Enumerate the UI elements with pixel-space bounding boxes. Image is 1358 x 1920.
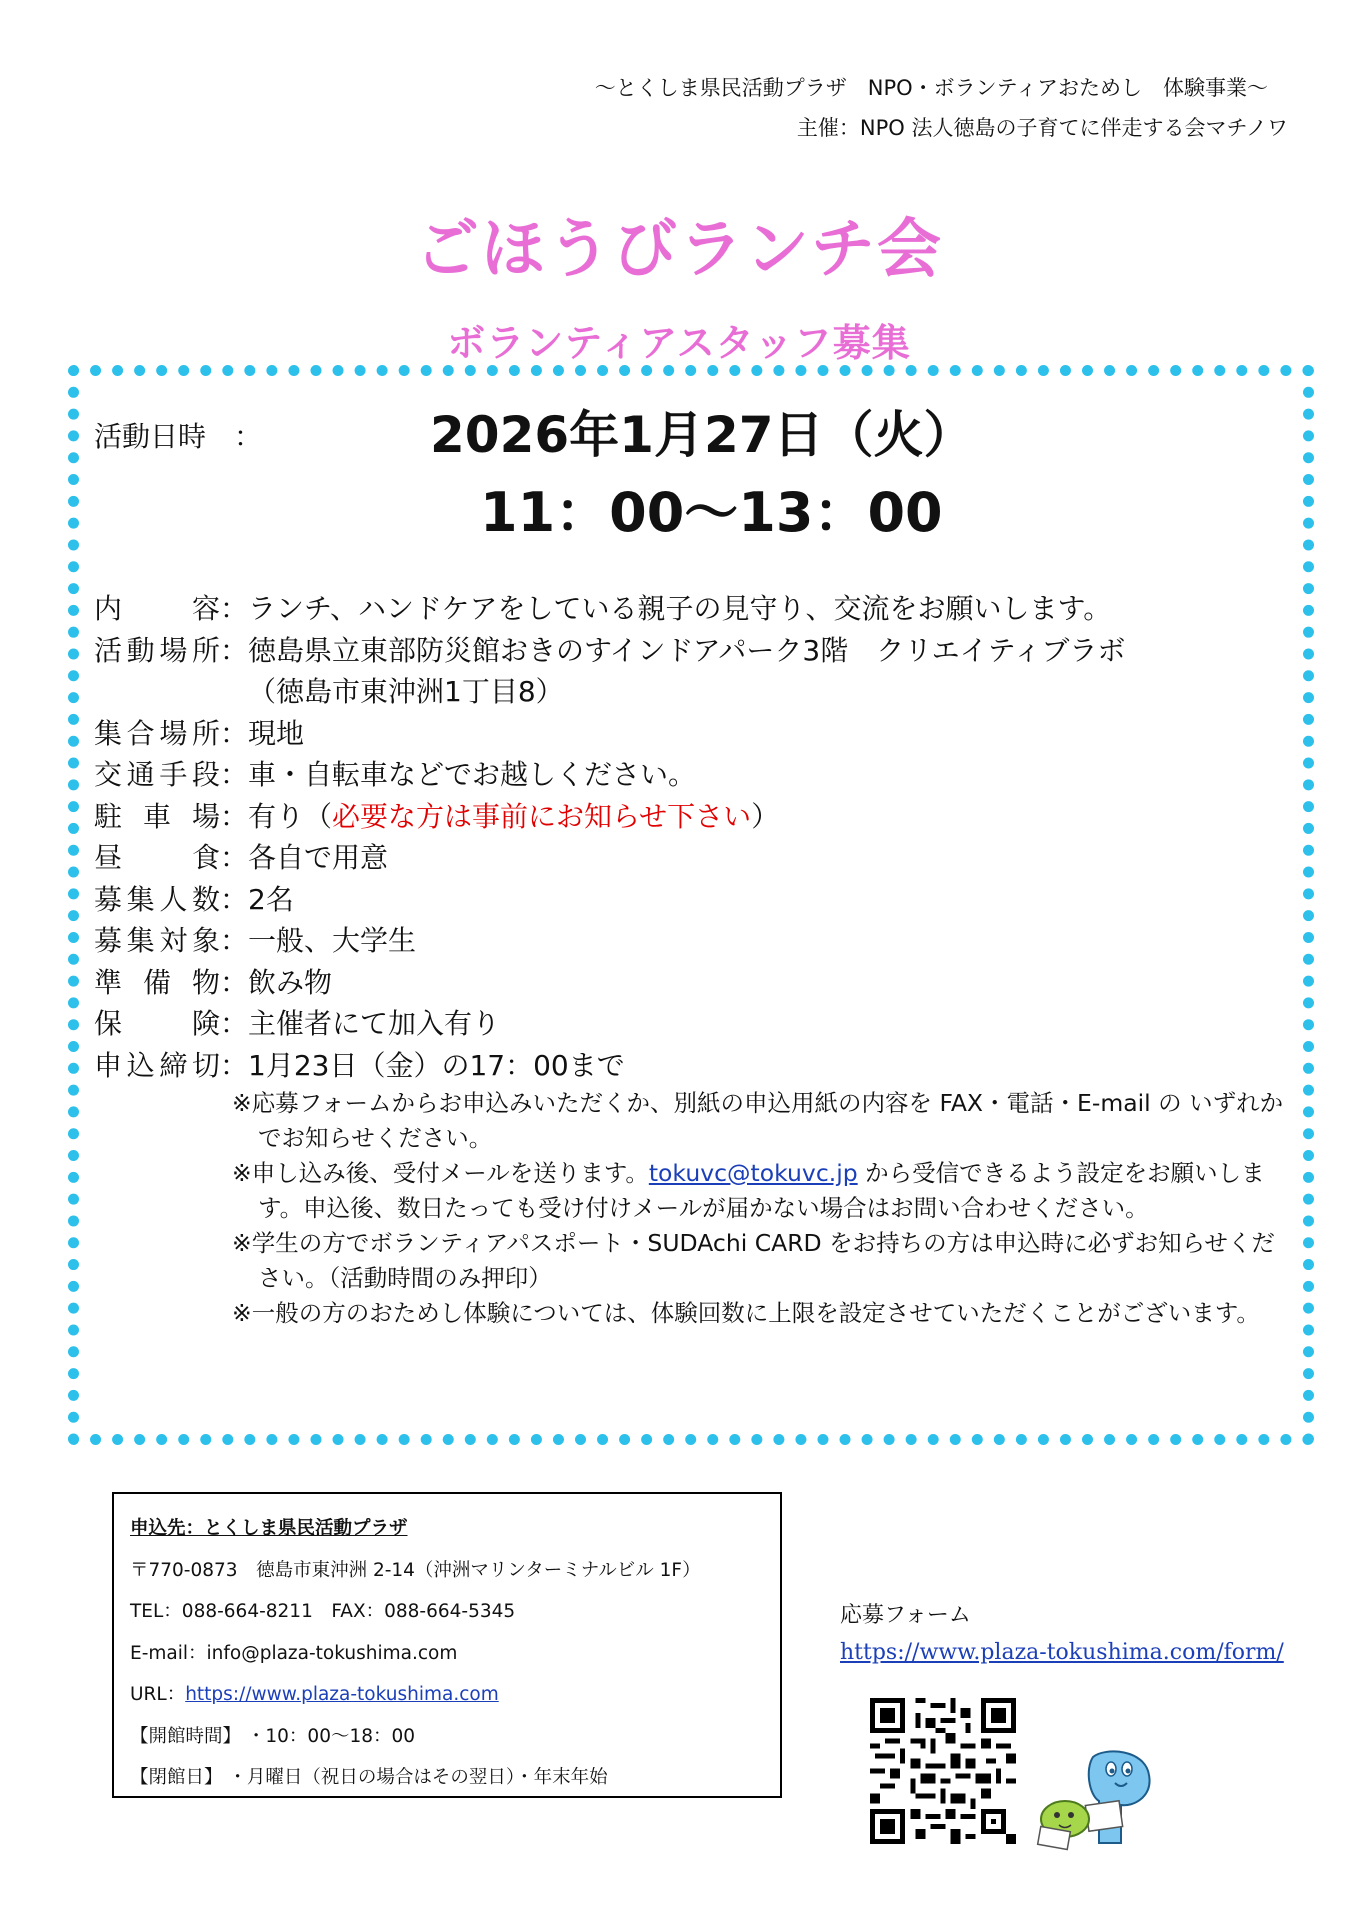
header-organizer: 主催：NPO 法人徳島の子育てに伴走する会マチノワ	[796, 116, 1288, 140]
header-line-1: 〜とくしま県民活動プラザ NPO・ボランティアおためし 体験事業〜	[594, 76, 1268, 100]
detail-value: 一般、大学生	[248, 924, 417, 957]
detail-label: 保険	[94, 1007, 220, 1040]
detail-row-content	[94, 588, 1274, 630]
contact-address: 〒770-0873 徳島市東沖洲 2-14（沖洲マリンターミナルビル 1F）	[130, 1559, 701, 1581]
detail-value-cont: （徳島市東沖洲1丁目8）	[248, 675, 564, 708]
detail-row-parking	[94, 796, 1274, 838]
note-student-passport: ※学生の方でボランティアパスポート・SUDAchi CARD をお持ちの方は申込時に必ずお知らせください。（活動時間のみ押印）	[232, 1229, 1275, 1292]
detail-separator: ：	[220, 924, 249, 957]
contact-phone-fax: TEL：088-664-8211 FAX：088-664-5345	[130, 1601, 516, 1622]
event-date: 2026年1月27日（火）	[430, 406, 974, 464]
url-label: URL：	[130, 1684, 186, 1705]
detail-row-capacity	[94, 879, 1274, 921]
detail-label: 申込締切	[94, 1048, 220, 1082]
page-subtitle: ボランティアスタッフ募集	[447, 321, 911, 365]
note-text: から受信できるよう設定をお願いします。申込後、数日たっても受け付けメールが届かない場合はお問い合わせください。	[258, 1159, 1265, 1222]
contact-heading: 申込先：とくしま県民活動プラザ	[130, 1518, 408, 1539]
closed-days: 【閉館日】 ・月曜日（祝日の場合はその翌日）・年末年始	[130, 1767, 608, 1788]
detail-row-insurance	[94, 1003, 1274, 1045]
mascot-illustration	[1035, 1745, 1170, 1855]
detail-separator: ：	[220, 716, 249, 750]
opening-hours: 【開館時間】 ・10：00〜18：00	[130, 1725, 416, 1747]
detail-row-transport	[94, 754, 1274, 796]
detail-value: 車・自転車などでお越しください。	[248, 758, 697, 791]
detail-row-venue	[94, 630, 1274, 672]
detail-separator: ：	[220, 592, 249, 625]
detail-value: 徳島県立東部防災館おきのすインドアパーク3階 クリエイティブラボ	[248, 633, 1126, 667]
details-list	[94, 588, 1274, 1086]
detail-label: 準備物	[94, 965, 220, 999]
website-link[interactable]: https://www.plaza-tokushima.com	[185, 1684, 499, 1705]
detail-label: 内容	[94, 592, 220, 625]
detail-separator: ：	[220, 799, 249, 833]
detail-value: 2名	[248, 882, 294, 916]
detail-row-lunch	[94, 837, 1274, 879]
detail-separator: ：	[220, 633, 249, 667]
parking-note: 必要な方は事前にお知らせ下さい	[332, 799, 752, 833]
detail-label: 集合場所	[94, 716, 220, 750]
note-trial-limit: ※一般の方のおためし体験については、体験回数に上限を設定させていただくことがございます。	[232, 1299, 1260, 1327]
detail-value: ランチ、ハンドケアをしている親子の見守り、交流をお願いします。	[248, 592, 1112, 625]
note-application: ※応募フォームからお申込みいただくか、別紙の申込用紙の内容を FAX・電話・E-mail の いずれかでお知らせください。	[232, 1089, 1284, 1152]
detail-separator: ：	[220, 841, 249, 874]
page-title: ごほうびランチ会	[415, 213, 943, 287]
detail-separator: ：	[220, 758, 249, 791]
detail-row-belongings	[94, 962, 1274, 1004]
detail-row-deadline	[94, 1045, 1274, 1087]
detail-label: 募集人数	[94, 882, 220, 916]
detail-label: 昼食	[94, 841, 220, 874]
detail-row-venue-address	[94, 671, 1274, 713]
contact-box	[112, 1492, 782, 1798]
detail-label: 募集対象	[94, 924, 220, 957]
detail-separator: ：	[220, 1007, 249, 1040]
parking-value-end: ）	[751, 799, 780, 833]
detail-row-target	[94, 920, 1274, 962]
detail-separator: ：	[220, 882, 249, 916]
form-url-link[interactable]: https://www.plaza-tokushima.com/form/	[840, 1640, 1284, 1665]
contact-url-row	[130, 1674, 764, 1716]
detail-value: 1月23日（金）の17：00まで	[248, 1048, 625, 1082]
note-text: ※申し込み後、受付メールを送ります。	[232, 1159, 649, 1187]
detail-label: 交通手段	[94, 758, 220, 791]
contact-email: E-mail：info@plaza-tokushima.com	[130, 1642, 458, 1664]
contact-email-link[interactable]: tokuvc@tokuvc.jp	[648, 1159, 858, 1187]
notes	[232, 1086, 1292, 1331]
note-confirmation-email	[232, 1156, 1292, 1226]
detail-separator: ：	[220, 1048, 249, 1082]
detail-separator: ：	[220, 965, 249, 999]
qr-code-icon[interactable]	[870, 1698, 1016, 1844]
detail-value	[248, 796, 1274, 838]
detail-value: 主催者にて加入有り	[248, 1007, 501, 1040]
detail-value: 現地	[248, 716, 305, 750]
parking-value: 有り（	[248, 799, 333, 833]
detail-value: 各自で用意	[248, 841, 389, 874]
schedule-label: 活動日時 ：	[94, 420, 263, 453]
detail-value: 飲み物	[248, 965, 333, 999]
detail-label: 活動場所	[94, 633, 220, 667]
form-label: 応募フォーム	[840, 1603, 971, 1628]
event-time: 11：00〜13：00	[480, 481, 943, 544]
detail-label: 駐車場	[94, 799, 220, 833]
detail-row-meeting-place	[94, 713, 1274, 755]
